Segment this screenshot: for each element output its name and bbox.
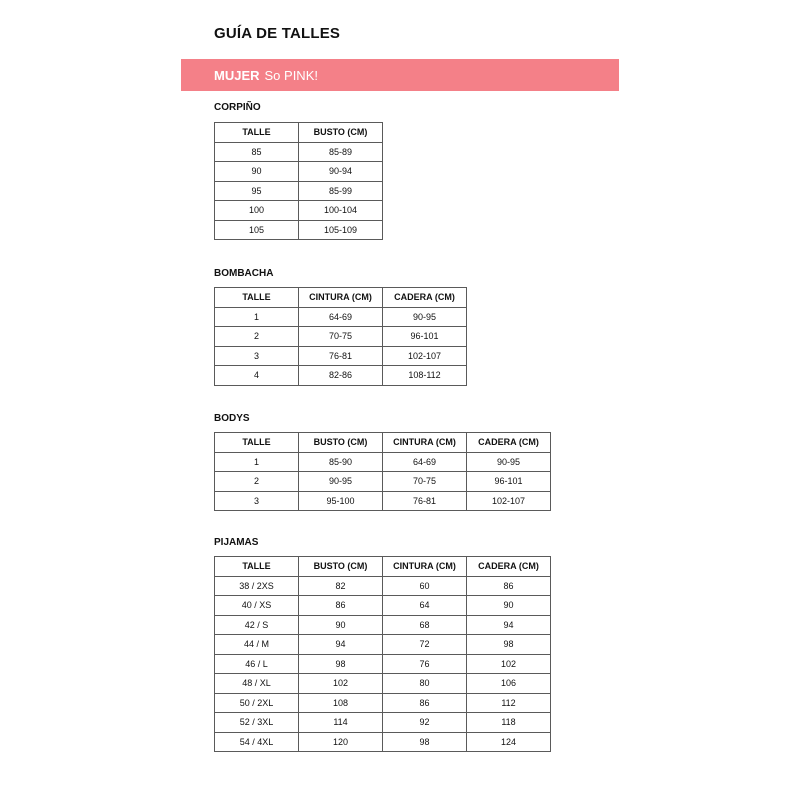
table-cell: 90-95 [467,452,551,472]
column-header: CINTURA (CM) [299,288,383,308]
section-title-bodys: BODYS [214,413,250,424]
table-cell: 118 [467,713,551,733]
table-row [215,220,383,240]
table-cell: 54 / 4XL [215,732,299,752]
column-header: TALLE [215,123,299,143]
table-row [215,181,383,201]
table-cell: 90 [467,596,551,616]
table-cell: 112 [467,693,551,713]
table-cell: 100-104 [299,201,383,221]
table-header-row [215,433,551,453]
table-cell: 124 [467,732,551,752]
table-cell: 60 [383,576,467,596]
table-row [215,732,551,752]
column-header: BUSTO (CM) [299,123,383,143]
size-table-bodys [214,432,551,511]
table-cell: 42 / S [215,615,299,635]
table-cell: 38 / 2XS [215,576,299,596]
table-cell: 106 [467,674,551,694]
table-row [215,327,467,347]
column-header: TALLE [215,433,299,453]
table-cell: 98 [299,654,383,674]
table-cell: 92 [383,713,467,733]
category-banner [181,59,619,91]
table-row [215,142,383,162]
size-table-corpino [214,122,383,240]
table-cell: 3 [215,346,299,366]
table-cell: 102-107 [383,346,467,366]
table-cell: 68 [383,615,467,635]
table-row [215,452,551,472]
table-cell: 90 [215,162,299,182]
table-cell: 52 / 3XL [215,713,299,733]
table-row [215,366,467,386]
column-header: CINTURA (CM) [383,557,467,577]
table-cell: 86 [467,576,551,596]
table-cell: 96-101 [467,472,551,492]
table-row [215,713,551,733]
table-cell: 98 [383,732,467,752]
table-cell: 98 [467,635,551,655]
table-cell: 2 [215,472,299,492]
table-row [215,693,551,713]
table-cell: 120 [299,732,383,752]
table-row [215,635,551,655]
table-cell: 90 [299,615,383,635]
table-cell: 48 / XL [215,674,299,694]
table-row [215,472,551,492]
table-cell: 102 [299,674,383,694]
table-row [215,162,383,182]
table-cell: 46 / L [215,654,299,674]
table-cell: 95 [215,181,299,201]
table-row [215,576,551,596]
column-header: CADERA (CM) [467,433,551,453]
category-label: MUJER [214,67,260,83]
table-cell: 85-90 [299,452,383,472]
table-cell: 70-75 [299,327,383,347]
table-cell: 114 [299,713,383,733]
brand-label: So PINK! [264,67,318,83]
table-row [215,346,467,366]
table-row [215,491,551,511]
table-cell: 40 / XS [215,596,299,616]
column-header: CADERA (CM) [467,557,551,577]
table-cell: 4 [215,366,299,386]
table-cell: 50 / 2XL [215,693,299,713]
section-title-bombacha: BOMBACHA [214,268,274,279]
section-title-corpino: CORPIÑO [214,102,261,113]
table-cell: 2 [215,327,299,347]
table-cell: 64 [383,596,467,616]
table-cell: 44 / M [215,635,299,655]
table-cell: 80 [383,674,467,694]
table-cell: 76-81 [383,491,467,511]
column-header: CINTURA (CM) [383,433,467,453]
table-cell: 82-86 [299,366,383,386]
table-cell: 100 [215,201,299,221]
table-cell: 1 [215,307,299,327]
table-row [215,596,551,616]
table-cell: 72 [383,635,467,655]
column-header: BUSTO (CM) [299,433,383,453]
table-cell: 64-69 [299,307,383,327]
table-cell: 105-109 [299,220,383,240]
table-cell: 70-75 [383,472,467,492]
table-row [215,654,551,674]
table-cell: 85-99 [299,181,383,201]
size-table-pijamas [214,556,551,752]
table-cell: 102 [467,654,551,674]
table-cell: 105 [215,220,299,240]
column-header: CADERA (CM) [383,288,467,308]
column-header: TALLE [215,557,299,577]
table-cell: 82 [299,576,383,596]
section-title-pijamas: PIJAMAS [214,537,259,548]
table-cell: 94 [299,635,383,655]
table-header-row [215,123,383,143]
table-cell: 102-107 [467,491,551,511]
table-row [215,307,467,327]
table-cell: 96-101 [383,327,467,347]
table-cell: 76 [383,654,467,674]
column-header: TALLE [215,288,299,308]
table-cell: 85-89 [299,142,383,162]
table-cell: 85 [215,142,299,162]
column-header: BUSTO (CM) [299,557,383,577]
table-header-row [215,557,551,577]
table-cell: 90-95 [383,307,467,327]
page-title: GUÍA DE TALLES [214,25,341,42]
table-cell: 90-95 [299,472,383,492]
table-cell: 95-100 [299,491,383,511]
table-cell: 86 [299,596,383,616]
table-cell: 86 [383,693,467,713]
table-cell: 3 [215,491,299,511]
table-header-row [215,288,467,308]
table-cell: 94 [467,615,551,635]
table-cell: 90-94 [299,162,383,182]
table-row [215,674,551,694]
table-cell: 108 [299,693,383,713]
table-row [215,615,551,635]
size-table-bombacha [214,287,467,386]
table-cell: 64-69 [383,452,467,472]
table-cell: 1 [215,452,299,472]
table-cell: 108-112 [383,366,467,386]
table-cell: 76-81 [299,346,383,366]
table-row [215,201,383,221]
